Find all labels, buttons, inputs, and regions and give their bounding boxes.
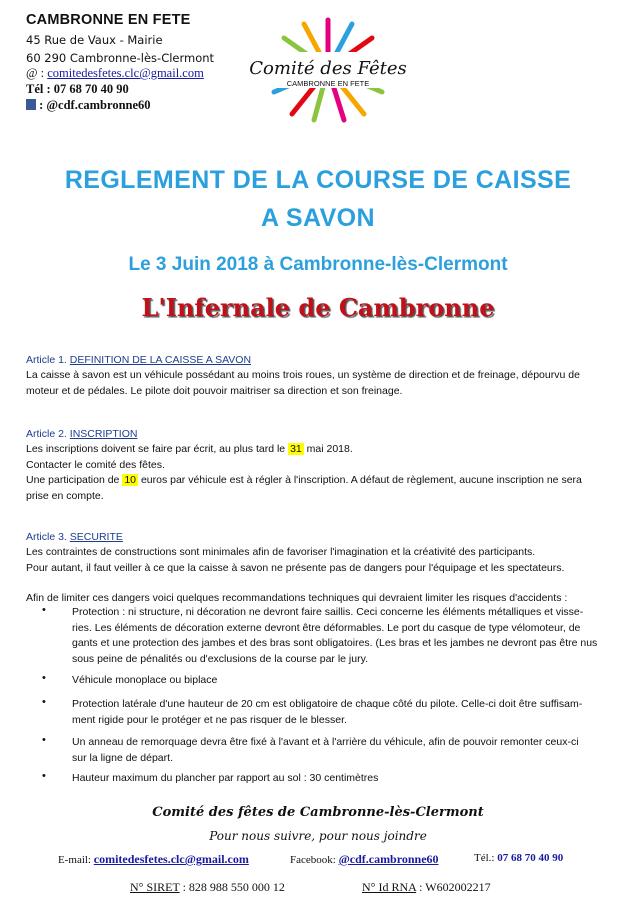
address-line-1: 45 Rue de Vaux - Mairie [26, 33, 163, 47]
bullet-item-protection: Protection : ni structure, ni décoration ne devront faire saillis. Ceci concerne les éléments métalliques et visse- ries. Les éléments de décoration externe devront être déformables. Le port du casque de type vélomoteur, de gants et une protection des jambes et des bras sont obligatoires. (Les bras et les jambes ne devront pas être nus sous peine de pénalités ou d'exclusions de la course par le jury. [72, 606, 598, 665]
logo-main-text: Comité des Fêtes [249, 58, 407, 79]
article-1-line: La caisse à savon est un véhicule possédant au moins trois roues, un système de direction et de freinage, dépourvu de [26, 369, 580, 381]
rna-value: : W602002217 [419, 880, 491, 894]
header-email-link[interactable]: comitedesfetes.clc@gmail.com [47, 66, 204, 80]
article-2-title: INSCRIPTION [69, 428, 138, 440]
footer-tagline: Pour nous suivre, pour nous joindre [209, 829, 427, 843]
article-3-number: Article 3. [26, 531, 67, 543]
article-1-title: DEFINITION DE LA CAISSE A SAVON [69, 354, 252, 366]
bullet-item-vehicle: Véhicule monoplace ou biplace [72, 674, 218, 686]
article-2-line: Les inscriptions doivent se faire par écrit, au plus tard le 31 mai 2018. [26, 443, 353, 455]
article-2-line: Une participation de 10 euros par véhicule est à régler à l'inscription. A défaut de règlement, aucune inscription ne sera [26, 474, 582, 486]
facebook-prefix: : [39, 98, 44, 112]
footer-phone: 07 68 70 40 90 [497, 852, 564, 864]
address-line-2: 60 290 Cambronne-lès-Clermont [26, 51, 215, 65]
footer-facebook-link[interactable]: @cdf.cambronne60 [338, 852, 439, 866]
article-1-heading [26, 354, 251, 366]
rna-label: N° Id RNA [362, 880, 417, 894]
fee-highlight: 10 [124, 474, 137, 486]
article-3-line: Les contraintes de constructions sont minimales afin de favoriser l'imagination et la créativité des participants. [26, 546, 536, 558]
article-1-line: moteur et de pédales. Le pilote doit pouvoir maitriser sa direction et son freinage. [26, 384, 403, 397]
article-1-body [26, 368, 614, 399]
org-name: CAMBRONNE EN FETE [26, 12, 191, 28]
bullet-item-side-protection: Protection latérale d'une hauteur de 20 cm est obligatoire de chaque côté du pilote. Celle-ci doit être suffisam- ment rigide pour le protéger et ne pas risquer de le blesser. [72, 698, 583, 726]
header-phone: Tél : 07 68 70 40 90 [26, 82, 129, 96]
header-facebook-handle[interactable]: @cdf.cambronne60 [46, 98, 151, 112]
bullet-item-tow-ring: Un anneau de remorquage devra être fixé à l'avant et à l'arrière du véhicule, afin de pouvoir remonter ceux-ci sur la ligne de départ. [72, 736, 579, 764]
facebook-icon [26, 99, 36, 110]
article-2-number: Article 2. [26, 428, 67, 440]
footer-rna [362, 880, 491, 895]
page-title-line-2: A SAVON [261, 204, 375, 232]
footer-facebook-row [290, 852, 439, 867]
article-2-body [26, 442, 614, 504]
bullet-icon: • [42, 696, 46, 708]
email-prefix: @ : [26, 66, 45, 80]
article-2-line: prise en compte. [26, 489, 104, 502]
event-date: Le 3 Juin 2018 à Cambronne-lès-Clermont [128, 254, 508, 275]
deadline-day-highlight: 31 [290, 443, 302, 455]
header-email-row [26, 66, 204, 81]
article-2-line: Contacter le comité des fêtes. [26, 458, 165, 471]
header-facebook-row [26, 98, 151, 113]
bullet-item-floor-height: Hauteur maximum du plancher par rapport au sol : 30 centimètres [72, 772, 379, 784]
logo-sub-text: CAMBRONNE EN FETE [286, 79, 370, 88]
bullet-icon: • [42, 672, 46, 684]
article-3-intro: Afin de limiter ces dangers voici quelques recommandations techniques qui devraient limiter les risques d'accidents : [26, 592, 568, 604]
page-title-line-1: REGLEMENT DE LA COURSE DE CAISSE [64, 166, 572, 194]
footer-email-label: E-mail: [58, 854, 91, 866]
fireworks-icon [248, 14, 408, 126]
bullet-icon: • [42, 734, 46, 746]
footer-phone-row [474, 852, 563, 864]
logo [248, 14, 408, 126]
footer-email-link[interactable]: comitedesfetes.clc@gmail.com [93, 852, 249, 866]
siret-label: N° SIRET [130, 880, 180, 894]
article-3-body [26, 545, 614, 576]
bullet-icon: • [42, 770, 46, 782]
article-1-number: Article 1. [26, 354, 67, 366]
footer-phone-label: Tél.: [474, 852, 495, 864]
article-3-line: Pour autant, il faut veiller à ce que la caisse à savon ne présente pas de dangers pour l'équipage et les spectateurs. [26, 561, 565, 574]
footer-siret [130, 880, 285, 895]
footer-email-row [58, 852, 249, 867]
siret-value: : 828 988 550 000 12 [182, 880, 285, 894]
article-3-heading [26, 531, 123, 543]
footer-org: Comité des fêtes de Cambronne-lès-Clermont [152, 805, 484, 820]
footer-facebook-label: Facebook: [290, 854, 336, 866]
bullet-icon: • [42, 604, 46, 616]
event-name: L'Infernale de Cambronne [141, 293, 495, 322]
article-3-title: SECURITE [69, 531, 123, 543]
article-2-heading [26, 428, 137, 440]
